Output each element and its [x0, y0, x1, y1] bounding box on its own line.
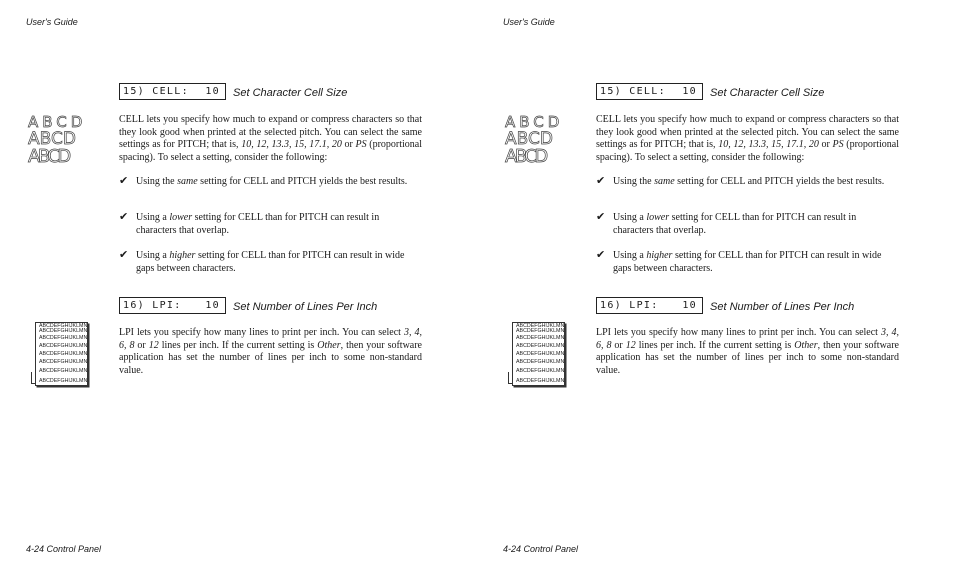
lcd-value: 10 — [205, 86, 220, 97]
lpi-illus-line: ABCDEFGHIJKLMN — [516, 351, 565, 357]
text-run: , then your software application has set the number of lines per inch to some non-standard value. — [119, 339, 423, 376]
lpi-illus-line: ABCDEFGHIJKLMN — [516, 368, 565, 374]
text-run: (proportional spacing). To select a setting, consider the following: — [596, 139, 900, 163]
bullet-text: Using the same setting for CELL and PITCH yields the best results. — [613, 176, 885, 187]
text-run: LPI lets you specify how many lines to print per inch. You can select — [596, 327, 881, 338]
lpi-illus-line: ABCDEFGHIJKLMN — [516, 359, 565, 365]
text-run-italic: 3, 4, 6, 8 — [119, 327, 423, 351]
bullet-item — [119, 176, 419, 189]
cell-illus-line-wide: ABCD — [505, 113, 564, 131]
page-footer: 4-24 Control Panel — [26, 544, 102, 554]
section-title-lpi: Set Number of Lines Per Inch — [710, 301, 855, 313]
lcd-display-lpi — [596, 297, 703, 314]
lpi-illus-line: ABCDEFGHIJKLMN — [516, 378, 565, 384]
bullet-item — [119, 250, 419, 275]
cell-size-illustration — [505, 114, 565, 165]
lpi-illus-line: ABCDEFGHIJKLMN — [39, 323, 88, 329]
bullet-text: Using a lower setting for CELL than for PITCH can result in characters that overlap. — [136, 212, 380, 236]
cell-illus-line-overlap: ABCD — [28, 146, 69, 167]
checkmark-icon: ✔ — [119, 174, 129, 187]
lcd-label: 15) CELL: — [123, 86, 189, 97]
lpi-illus-line: ABCDEFGHIJKLMN — [39, 351, 88, 357]
cell-illus-line-normal: ABCD — [28, 129, 76, 149]
cell-description — [596, 114, 899, 164]
text-run: LPI lets you specify how many lines to print per inch. You can select — [119, 327, 404, 338]
lpi-illus-line: ABCDEFGHIJKLMN — [516, 328, 565, 334]
section-title-cell: Set Character Cell Size — [710, 87, 825, 99]
right-page — [477, 0, 954, 580]
text-run-italic: 12 — [148, 339, 159, 351]
checkmark-icon: ✔ — [596, 174, 606, 187]
text-run: CELL lets you specify how much to expand or compress characters so that they look good when printed at the selected pitch. You can select the same settings as for PITCH; that is, — [119, 114, 422, 151]
bullet-text: Using a higher setting for CELL than for PITCH can result in wide gaps between characters. — [613, 250, 882, 274]
checkmark-icon: ✔ — [596, 210, 606, 223]
text-run-italic: PS — [832, 139, 844, 151]
section-title-lpi: Set Number of Lines Per Inch — [233, 301, 378, 313]
lcd-display-lpi — [119, 297, 226, 314]
text-run-italic: Other — [794, 339, 818, 351]
lpi-description — [596, 327, 899, 377]
checkmark-icon: ✔ — [596, 248, 606, 261]
text-run: lines per inch. If the current setting is — [635, 339, 795, 351]
lpi-illus-line: ABCDEFGHIJKLMN — [39, 335, 88, 341]
cell-description — [119, 114, 422, 164]
page-footer: 4-24 Control Panel — [503, 544, 579, 554]
lcd-display-cell — [119, 83, 226, 100]
lcd-display-cell — [596, 83, 703, 100]
lpi-description — [119, 327, 422, 377]
cell-illus-line-normal: ABCD — [505, 129, 553, 149]
lpi-illus-line: ABCDEFGHIJKLMN — [516, 343, 565, 349]
lcd-value: 10 — [205, 300, 220, 311]
text-run: or — [611, 339, 626, 351]
checkmark-icon: ✔ — [119, 248, 129, 261]
lcd-value: 10 — [682, 300, 697, 311]
bullet-item — [596, 250, 896, 275]
text-run: or — [341, 139, 356, 151]
bullet-item — [119, 212, 419, 237]
lpi-illus-line: ABCDEFGHIJKLMN — [39, 343, 88, 349]
text-run-italic: 10, 12, 13.3, 15, 17.1, 20 — [241, 139, 342, 151]
bullet-text: Using a lower setting for CELL than for PITCH can result in characters that overlap. — [613, 212, 857, 236]
bullet-text: Using the same setting for CELL and PITCH yields the best results. — [136, 176, 408, 187]
lpi-illus-line: ABCDEFGHIJKLMN — [516, 335, 565, 341]
bullet-text: Using a higher setting for CELL than for PITCH can result in wide gaps between characters. — [136, 250, 405, 274]
text-run-italic: 10, 12, 13.3, 15, 17.1, 20 — [718, 139, 819, 151]
text-run: (proportional spacing). To select a setting, consider the following: — [119, 139, 423, 163]
checkmark-icon: ✔ — [119, 210, 129, 223]
bullet-item — [596, 212, 896, 237]
lpi-illus-line: ABCDEFGHIJKLMN — [39, 328, 88, 334]
text-run: , then your software application has set the number of lines per inch to some non-standard value. — [596, 339, 900, 376]
lcd-value: 10 — [682, 86, 697, 97]
section-title-cell: Set Character Cell Size — [233, 87, 348, 99]
text-run: or — [134, 339, 149, 351]
lcd-label: 16) LPI: — [600, 300, 659, 311]
lpi-illustration — [512, 322, 565, 386]
bullet-item — [596, 176, 896, 189]
text-run: or — [818, 139, 833, 151]
lcd-label: 15) CELL: — [600, 86, 666, 97]
text-run: CELL lets you specify how much to expand or compress characters so that they look good when printed at the selected pitch. You can select the same settings as for PITCH; that is, — [596, 114, 899, 151]
page-header: User's Guide — [503, 17, 555, 27]
lpi-illus-line: ABCDEFGHIJKLMN — [39, 378, 88, 384]
lpi-illustration — [35, 322, 88, 386]
cell-size-illustration — [28, 114, 88, 165]
text-run: lines per inch. If the current setting is — [158, 339, 318, 351]
page-header: User's Guide — [26, 17, 78, 27]
lpi-illus-line: ABCDEFGHIJKLMN — [516, 323, 565, 329]
text-run-italic: Other — [317, 339, 341, 351]
cell-illus-line-overlap: ABCD — [505, 146, 546, 167]
lpi-illus-line: ABCDEFGHIJKLMN — [39, 368, 88, 374]
cell-illus-line-wide: ABCD — [28, 113, 87, 131]
text-run-italic: 12 — [625, 339, 636, 351]
text-run-italic: 3, 4, 6, 8 — [596, 327, 900, 351]
text-run-italic: PS — [355, 139, 367, 151]
lpi-illus-line: ABCDEFGHIJKLMN — [39, 359, 88, 365]
lcd-label: 16) LPI: — [123, 300, 182, 311]
